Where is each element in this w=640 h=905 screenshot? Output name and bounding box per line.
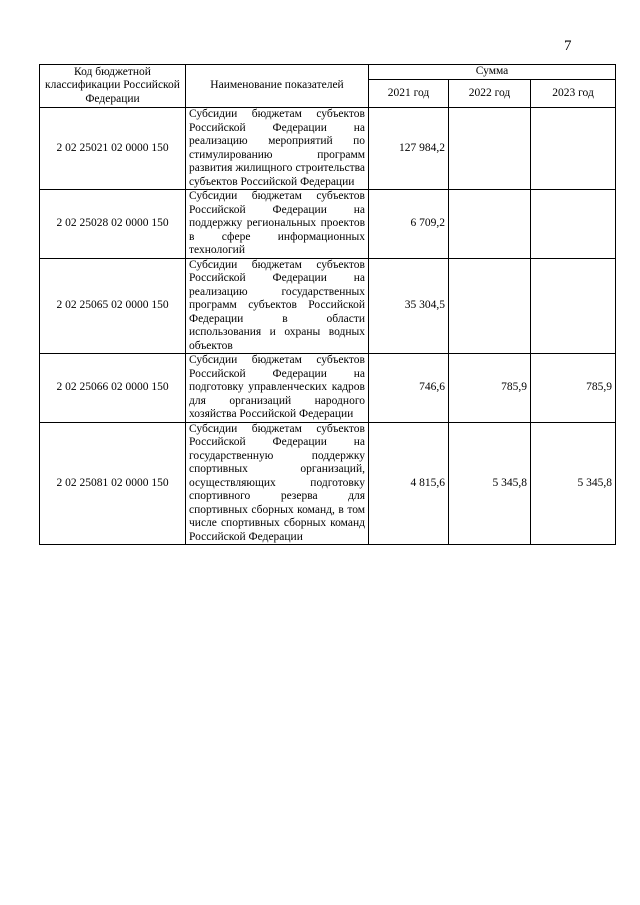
table-row (40, 354, 616, 423)
row-code: 2 02 25065 02 0000 150 (40, 258, 186, 354)
row-value-2023: 785,9 (531, 354, 616, 423)
row-name: Субсидии бюджетам субъектов Российской Федерации на поддержку региональных проектов в сфере информационных технологий (186, 190, 369, 259)
row-value-2023 (531, 258, 616, 354)
row-name: Субсидии бюджетам субъектов Российской Федерации на реализацию мероприятий по стимулированию программ развития жилищного строительства субъектов Российской Федерации (186, 108, 369, 190)
row-value-2022 (449, 190, 531, 259)
header-year-2023: 2023 год (531, 80, 616, 108)
row-name: Субсидии бюджетам субъектов Российской Федерации на подготовку управленческих кадров для организаций народного хозяйства Российской Федерации (186, 354, 369, 423)
row-code: 2 02 25028 02 0000 150 (40, 190, 186, 259)
table-row (40, 258, 616, 354)
budget-table (39, 64, 616, 545)
header-year-2022: 2022 год (449, 80, 531, 108)
row-value-2022 (449, 258, 531, 354)
table-row (40, 108, 616, 190)
table-row (40, 190, 616, 259)
header-code: Код бюджетной классификации Российской Федерации (40, 65, 186, 108)
row-value-2023 (531, 108, 616, 190)
header-year-2021: 2021 год (369, 80, 449, 108)
header-name: Наименование показателей (186, 65, 369, 108)
header-sum: Сумма (369, 65, 616, 80)
table-row (40, 422, 616, 545)
row-code: 2 02 25066 02 0000 150 (40, 354, 186, 423)
page-number: 7 (564, 38, 572, 54)
row-value-2022: 785,9 (449, 354, 531, 423)
row-value-2022: 5 345,8 (449, 422, 531, 545)
row-value-2021: 127 984,2 (369, 108, 449, 190)
row-value-2022 (449, 108, 531, 190)
row-code: 2 02 25081 02 0000 150 (40, 422, 186, 545)
row-value-2021: 746,6 (369, 354, 449, 423)
row-value-2021: 4 815,6 (369, 422, 449, 545)
row-value-2023: 5 345,8 (531, 422, 616, 545)
row-value-2021: 35 304,5 (369, 258, 449, 354)
row-code: 2 02 25021 02 0000 150 (40, 108, 186, 190)
row-name: Субсидии бюджетам субъектов Российской Федерации на государственную поддержку спортивных организаций, осуществляющих подготовку спортивного резерва для спортивных сборных команд, в том числе спортивных сборных команд Российской Федерации (186, 422, 369, 545)
row-name: Субсидии бюджетам субъектов Российской Федерации на реализацию государственных программ субъектов Российской Федерации в области использования и охраны водных объектов (186, 258, 369, 354)
row-value-2023 (531, 190, 616, 259)
row-value-2021: 6 709,2 (369, 190, 449, 259)
